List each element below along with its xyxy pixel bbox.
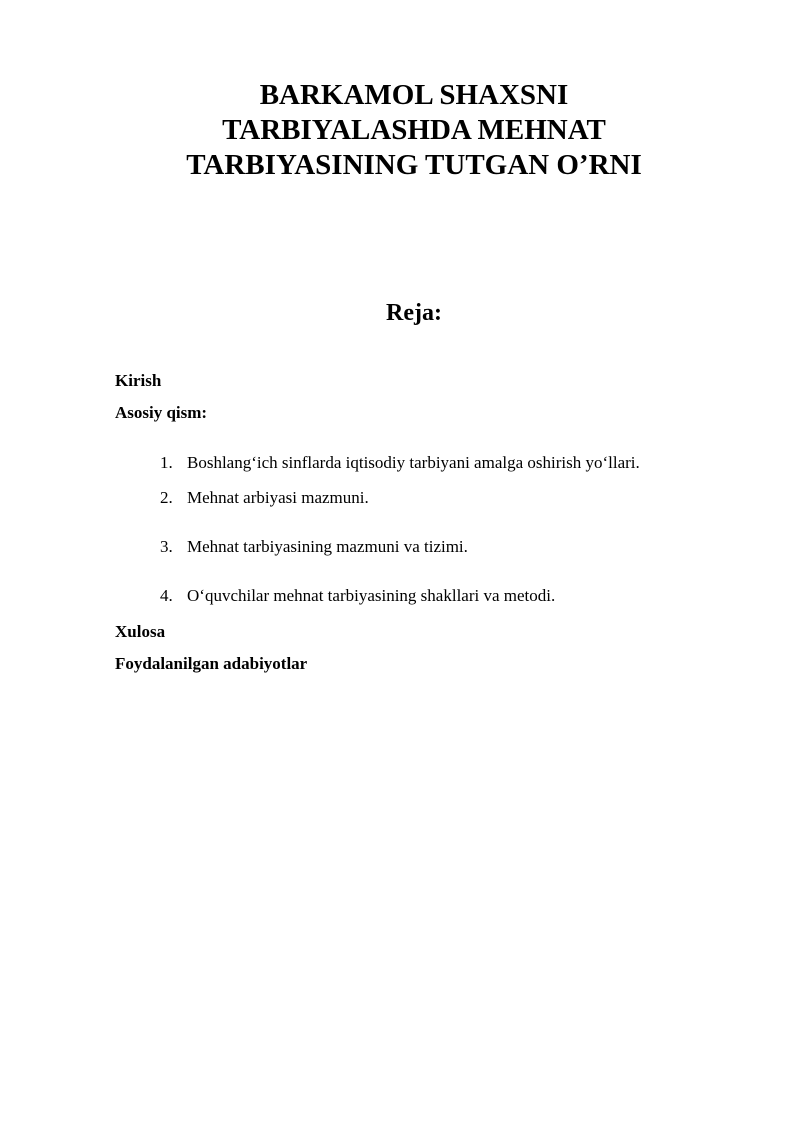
plan-item-number: 3.: [160, 537, 173, 556]
plan-item-number: 1.: [160, 453, 173, 472]
plan-item-number: 4.: [160, 586, 173, 605]
title-line-2: TARBIYALASHDA MEHNAT: [222, 114, 606, 146]
references-label: Foydalanilgan adabiyotlar: [115, 654, 308, 673]
plan-item-text: O‘quvchilar mehnat tarbiyasining shakllari va metodi.: [187, 586, 556, 605]
title-line-3: TARBIYASINING TUTGAN O’RNI: [186, 149, 642, 181]
document-title: [100, 78, 728, 183]
plan-item-text: Mehnat arbiyasi mazmuni.: [187, 488, 369, 507]
conclusion-label: Xulosa: [115, 622, 166, 641]
plan-heading: Reja:: [386, 300, 442, 326]
plan-item-3: [160, 536, 468, 558]
plan-item-text: Boshlang‘ich sinflarda iqtisodiy tarbiyani amalga oshirish yo‘llari.: [187, 453, 640, 472]
plan-item-1: [160, 452, 640, 474]
intro-label: Kirish: [115, 371, 162, 390]
plan-item-text: Mehnat tarbiyasining mazmuni va tizimi.: [187, 537, 468, 556]
plan-item-4: [160, 585, 555, 607]
plan-item-2: [160, 487, 369, 509]
main-part-label: Asosiy qism:: [115, 403, 208, 422]
title-line-1: BARKAMOL SHAXSNI: [259, 79, 569, 111]
plan-item-number: 2.: [160, 488, 173, 507]
